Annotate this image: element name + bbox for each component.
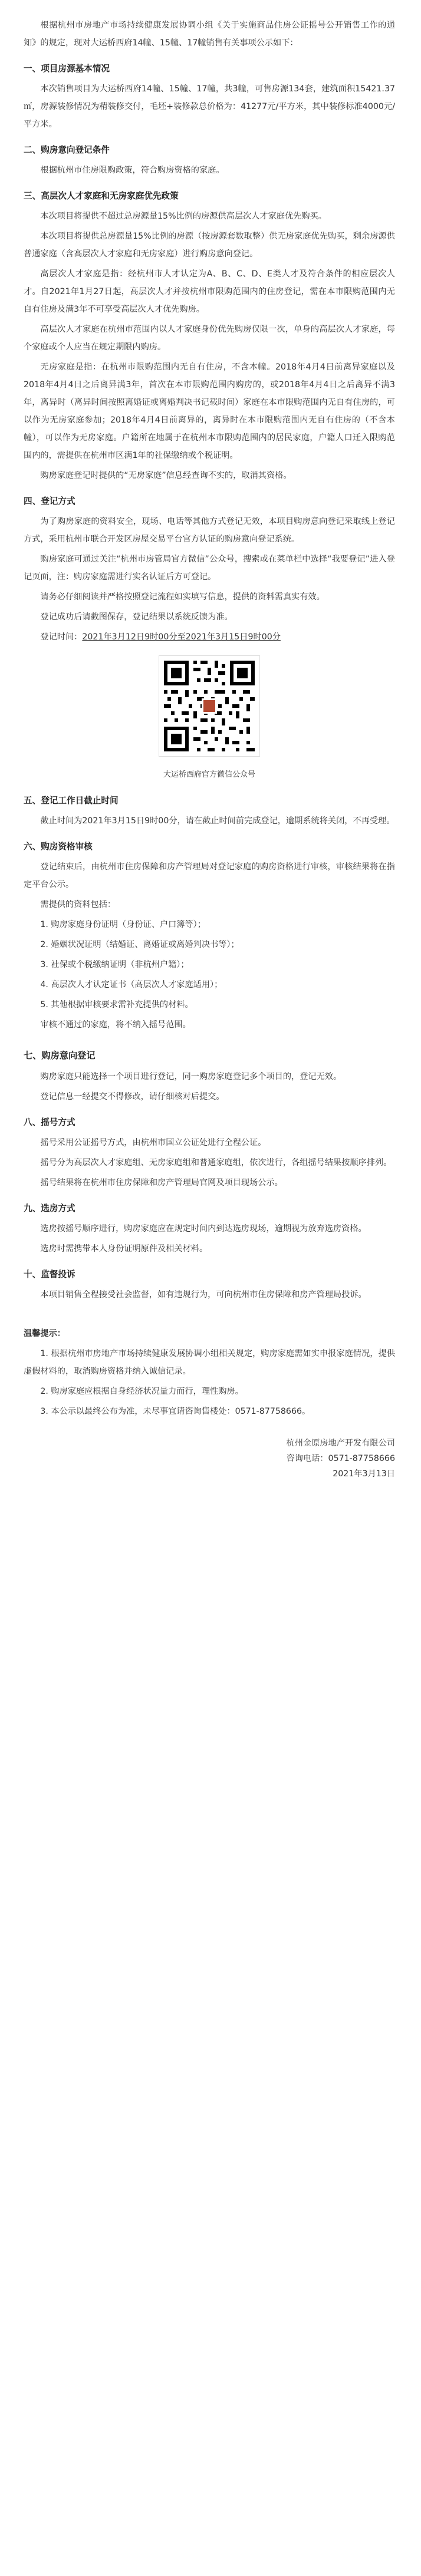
section-7-paragraph-1: 购房家庭只能选择一个项目进行登记，同一购房家庭登记多个项目的，登记无效。 [40,1072,342,1081]
section-6-item: 2. 婚姻状况证明（结婚证、离婚证或离婚判决书等）； [40,940,239,949]
reminder-title: 温馨提示： [24,1329,65,1338]
qr-code-caption: 大运桥西府官方微信公众号 [163,770,255,779]
section-6-item: 3. 社保或个税缴纳证明（非杭州户籍）； [40,960,189,969]
section-title-9: 九、选房方式 [24,1203,75,1213]
section-title-3: 三、高层次人才家庭和无房家庭优先政策 [24,191,179,201]
section-6-paragraph-1: 登记结束后，由杭州市住房保障和房产管理局对登记家庭的购房资格进行审核，审核结果将在指定平台公示。 [24,862,395,889]
section-8-paragraph-1: 摇号采用公证摇号方式，由杭州市国立公证处进行全程公证。 [40,1138,267,1147]
section-title-7: 七、购房意向登记 [24,1050,96,1061]
section-3-paragraph-6: 购房家庭登记时提供的“无房家庭”信息经查询不实的，取消其资格。 [40,471,292,480]
section-6-item: 4. 高层次人才认定证书（高层次人才家庭适用）； [40,980,223,989]
reminder-item: 3. 本公示以最终公布为准，未尽事宜请咨询售楼处：0571-87758666。 [40,1407,311,1416]
section-4-paragraph-4: 登记成功后请截图保存，登记结果以系统反馈为准。 [40,612,233,622]
section-5-paragraph: 截止时间为2021年3月15日9时00分，请在截止时间前完成登记，逾期系统将关闭，不再受理。 [40,816,395,826]
section-10-paragraph: 本项目销售全程接受社会监督，如有违规行为，可向杭州市住房保障和房产管理局投诉。 [40,1290,367,1299]
section-3-paragraph-5: 无房家庭是指：在杭州市限购范围内无自有住房，不含本幢。2018年4月4日前离异家庭以及2018年4月4日之后离异满3年，首次在本市限购范围内购房的，或2018年4月4日之后离异不满3年，离异时（离异时间按照离婚证或离婚判决书记载时间）家庭在本市限购范围内无自有住房的，可以作为无房家庭参加；2018年4月4日前离异的，离异时在本市限购范围内无自有住房的（不含本幢），可以作为无房家庭。户籍所在地属于在杭州本市限购范围内的居民家庭，户籍人口迁入限购范围内的，需提供在杭州市区满1年的社保缴纳或个税证明。 [24,362,395,460]
section-3-paragraph-3: 高层次人才家庭是指：经杭州市人才认定为A、B、C、D、E类人才及符合条件的相应层次人才。自2021年1月27日起，高层次人才并按杭州市限购范围内的住房登记，需在本市限购范围内无自有住房及满3年不可享受高层次人才优先购房。 [24,269,395,314]
section-title-6: 六、购房资格审核 [24,842,93,852]
section-4-paragraph-2: 购房家庭可通过关注“杭州市房管局官方微信”公众号，搜索或在菜单栏中选择“我要登记”进入登记页面，注：购房家庭需进行实名认证后方可登记。 [24,555,395,582]
section-4-paragraph-1: 为了购房家庭的资料安全，现场、电话等其他方式登记无效，本项目购房意向登记采取线上登记方式，采用杭州市联合开发区房屋交易平台官方认证的购房意向登记系统。 [24,517,395,544]
section-title-1: 一、项目房源基本情况 [24,64,110,74]
intro-paragraph: 根据杭州市房地产市场持续健康发展协调小组《关于实施商品住房公证摇号公开销售工作的通知》的规定，现对大运桥西府14幢、15幢、17幢销售有关事项公示如下： [24,21,395,48]
section-8-paragraph-2: 摇号分为高层次人才家庭组、无房家庭组和普通家庭组，依次进行，各组摇号结果按顺序排列。 [40,1158,392,1167]
section-4-paragraph-3: 请务必仔细阅读并严格按照登记流程如实填写信息，提供的资料需真实有效。 [40,592,325,602]
section-6-paragraph-2: 需提供的资料包括： [40,900,116,909]
signature-block [24,1436,395,1482]
qr-code-icon [159,656,259,756]
section-title-2: 二、购房意向登记条件 [24,145,110,155]
registration-time [24,628,395,646]
section-title-10: 十、监督投诉 [24,1269,75,1279]
section-2-paragraph: 根据杭州市住房限购政策，符合购房资格的家庭。 [40,166,225,175]
reminder-item: 1. 根据杭州市房地产市场持续健康发展协调小组相关规定，购房家庭需如实申报家庭情况，提供虚假材料的，取消购房资格并纳入诚信记录。 [24,1349,395,1376]
reminder-item: 2. 购房家庭应根据自身经济状况量力而行，理性购房。 [40,1387,244,1396]
section-9-paragraph-2: 选房时需携带本人身份证明原件及相关材料。 [40,1244,208,1254]
section-7-paragraph-2: 登记信息一经提交不得修改，请仔细核对后提交。 [40,1092,225,1101]
qr-code-image [159,655,260,757]
section-3-paragraph-2: 本次项目将提供总房源量15%比例的房源（按房源套数取整）供无房家庭优先购买，剩余房源供普通家庭（含高层次人才家庭和无房家庭）进行购房意向登记。 [24,232,395,259]
qr-code-block [24,655,395,763]
registration-time-label: 登记时间： [40,632,83,642]
section-6-item: 1. 购房家庭身份证明（身份证、户口簿等）； [40,920,206,929]
signature-company: 杭州金原房地产开发有限公司 [286,1439,395,1448]
registration-time-value: 2021年3月12日9时00分至2021年3月15日9时00分 [82,632,281,642]
section-3-paragraph-1: 本次项目将提供不超过总房源量15%比例的房源供高层次人才家庭优先购买。 [40,212,327,221]
section-6-paragraph-3: 审核不通过的家庭，将不纳入摇号范围。 [40,1020,191,1030]
section-3-paragraph-4: 高层次人才家庭在杭州市范围内以人才家庭身份优先购房仅限一次，单身的高层次人才家庭，每个家庭或个人应当在规定期限内购房。 [24,325,395,352]
section-title-5: 五、登记工作日截止时间 [24,796,119,806]
signature-phone: 咨询电话：0571-87758666 [286,1454,395,1463]
section-8-paragraph-3: 摇号结果将在杭州市住房保障和房产管理局官网及项目现场公示。 [40,1178,283,1188]
section-9-paragraph-1: 选房按摇号顺序进行，购房家庭应在规定时间内到达选房现场，逾期视为放弃选房资格。 [40,1224,367,1233]
section-title-4: 四、登记方式 [24,496,75,506]
section-1-paragraph: 本次销售项目为大运桥西府14幢、15幢、17幢，共3幢，可售房源134套，建筑面积15421.37㎡，房源装修情况为精装修交付，毛坯+装修款总价格为：41277元/平方米，其中装修标准4000元/平方米。 [24,84,395,129]
section-title-8: 八、摇号方式 [24,1117,75,1127]
signature-date: 2021年3月13日 [333,1469,395,1479]
section-6-item: 5. 其他根据审核要求需补充提供的材料。 [40,1000,193,1010]
